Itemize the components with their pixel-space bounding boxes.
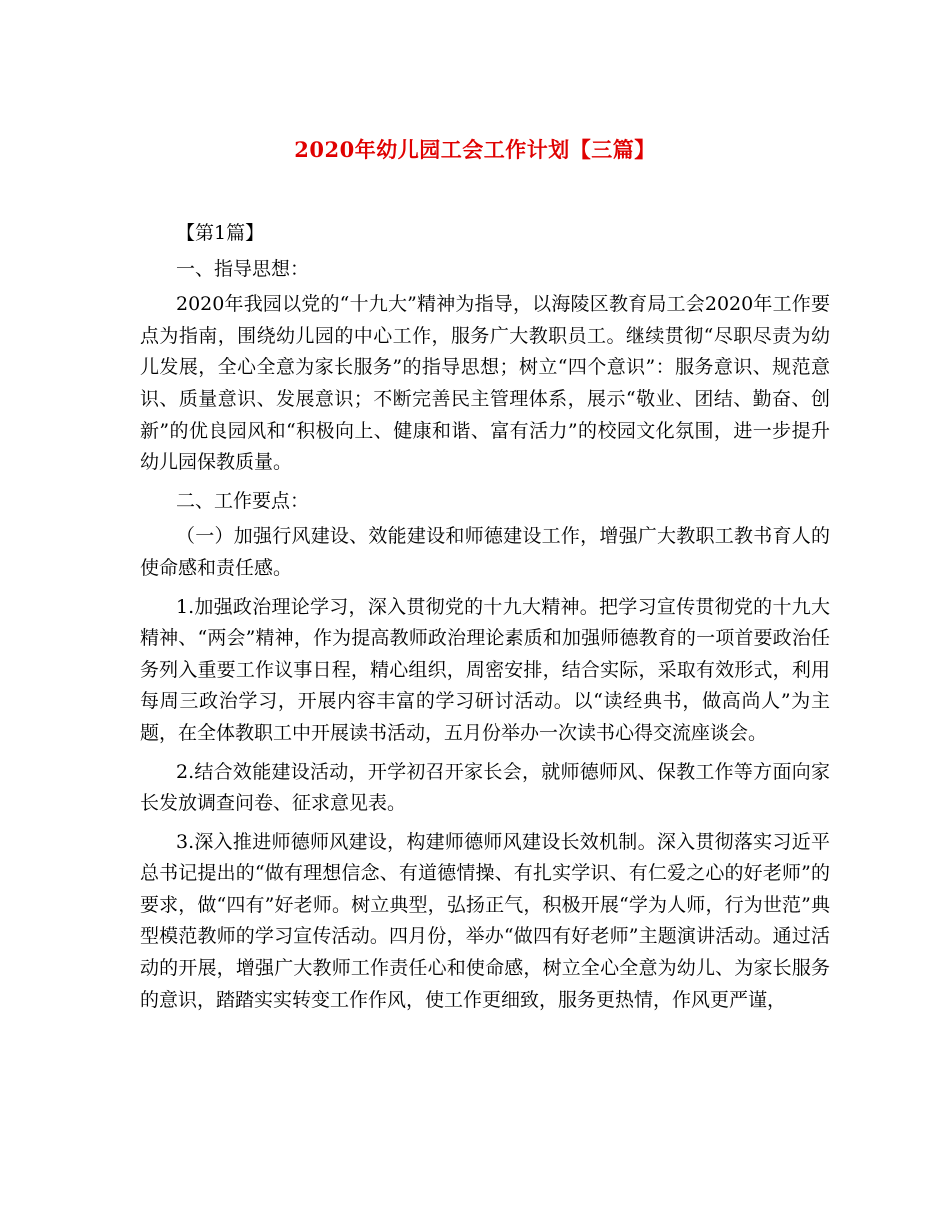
document-body — [140, 218, 830, 1023]
paragraph-point-one: （一）加强行风建设、效能建设和师德建设工作，增强广大教职工教书育人的使命感和责任感。 — [140, 525, 830, 579]
paragraph-item-1: 1.加强政治理论学习，深入贯彻党的十九大精神。把学习宣传贯彻党的十九大精神、“两会”精神，作为提高教师政治理论素质和加强师德教育的一项首要政治任务列入重要工作议事日程，精心组织，周密安排，结合实际，采取有效形式，利用每周三政治学习，开展内容丰富的学习研讨活动。以“读经典书，做高尚人”为主题，在全体教职工中开展读书活动，五月份举办一次读书心得交流座谈会。 — [140, 595, 830, 744]
paragraph-item-3: 3.深入推进师德师风建设，构建师德师风建设长效机制。深入贯彻落实习近平总书记提出的“做有理想信念、有道德情操、有扎实学识、有仁爱之心的好老师”的要求，做“四有”好老师。树立典型，弘扬正气，积极开展“学为人师，行为世范”典型模范教师的学习宣传活动。四月份，举办“做四有好老师”主题演讲活动。通过活动的开展，增强广大教师工作责任心和使命感，树立全心全意为幼儿、为家长服务的意识，踏踏实实转变工作作风，使工作更细致，服务更热情，作风更严谨， — [140, 830, 830, 1011]
heading-guiding-ideology: 一、指导思想： — [176, 257, 310, 280]
paragraph-item-2: 2.结合效能建设活动，开学初召开家长会，就师德师风、保教工作等方面向家长发放调查问卷、征求意见表。 — [140, 760, 830, 815]
paragraph-guiding-ideology: 2020年我园以党的“十九大”精神为指导，以海陵区教育局工会2020年工作要点为指南，围绕幼儿园的中心工作，服务广大教职员工。继续贯彻“尽职尽责为幼儿发展，全心全意为家长服务”的指导思想；树立“四个意识”：服务意识、规范意识、质量意识、发展意识；不断完善民主管理体系，展示“敬业、团结、勤奋、创新”的优良园风和“积极向上、健康和谐、富有活力”的校园文化氛围，进一步提升幼儿园保教质量。 — [140, 293, 830, 474]
heading-work-points: 二、工作要点： — [176, 489, 310, 512]
section-heading-part1: 【第1篇】 — [176, 222, 265, 244]
document-title: 2020年幼儿园工会工作计划【三篇】 — [294, 137, 656, 162]
